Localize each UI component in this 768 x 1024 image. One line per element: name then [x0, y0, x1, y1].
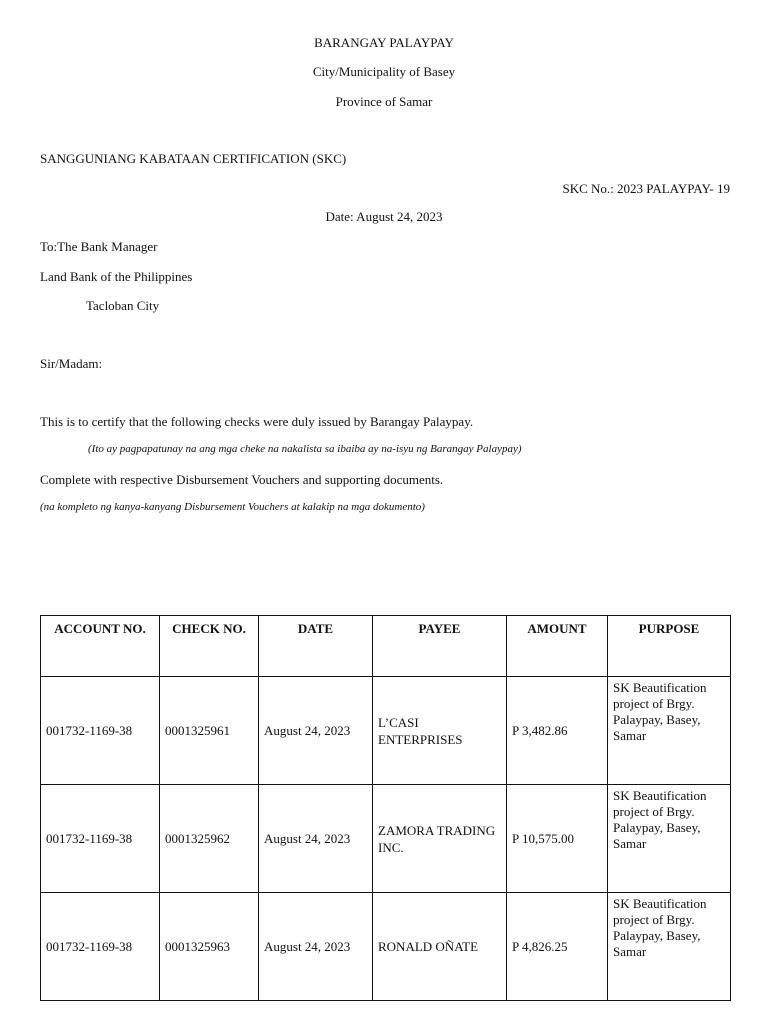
- amount-cell: P 10,575.00: [507, 785, 608, 893]
- amount-cell: P 4,826.25: [507, 893, 608, 1001]
- header-amount: AMOUNT: [507, 616, 608, 677]
- table-row: [41, 677, 731, 785]
- purpose-cell: SK Beautification project of Brgy. Palaypay, Basey, Samar: [608, 677, 731, 785]
- complete-translation: (na kompleto ng kanya-kanyang Disbursement Vouchers at kalakip na mga dokumento): [40, 501, 425, 513]
- check-no-cell: 0001325961: [160, 677, 259, 785]
- payee-cell: ZAMORA TRADING INC.: [373, 785, 507, 893]
- account-no-cell: 001732-1169-38: [41, 677, 160, 785]
- purpose-cell: SK Beautification project of Brgy. Palaypay, Basey, Samar: [608, 893, 731, 1001]
- payee-cell: L’CASI ENTERPRISES: [373, 677, 507, 785]
- amount-cell: P 3,482.86: [507, 677, 608, 785]
- header-purpose: PURPOSE: [608, 616, 731, 677]
- skc-number: SKC No.: 2023 PALAYPAY- 19: [562, 181, 730, 196]
- addressee-city: Tacloban City: [86, 298, 160, 313]
- barangay-name: BARANGAY PALAYPAY: [314, 35, 454, 50]
- purpose-cell: SK Beautification project of Brgy. Palaypay, Basey, Samar: [608, 785, 731, 893]
- date-cell: August 24, 2023: [259, 677, 373, 785]
- account-no-cell: 001732-1169-38: [41, 893, 160, 1001]
- header-date: DATE: [259, 616, 373, 677]
- salutation: Sir/Madam:: [40, 356, 103, 371]
- certification-title: SANGGUNIANG KABATAAN CERTIFICATION (SKC): [40, 151, 347, 166]
- check-no-cell: 0001325962: [160, 785, 259, 893]
- addressee-bank: Land Bank of the Philippines: [40, 269, 193, 284]
- checks-table: [40, 615, 731, 1001]
- complete-statement: Complete with respective Disbursement Vouchers and supporting documents.: [40, 472, 444, 487]
- account-no-cell: 001732-1169-38: [41, 785, 160, 893]
- document-date: Date: August 24, 2023: [325, 209, 443, 224]
- date-cell: August 24, 2023: [259, 785, 373, 893]
- table-row: [41, 893, 731, 1001]
- check-no-cell: 0001325963: [160, 893, 259, 1001]
- table-row: [41, 785, 731, 893]
- header-payee: PAYEE: [373, 616, 507, 677]
- header-check-no: CHECK NO.: [160, 616, 259, 677]
- addressee-to: To:The Bank Manager: [40, 239, 158, 254]
- date-cell: August 24, 2023: [259, 893, 373, 1001]
- payee-cell: RONALD OÑATE: [373, 893, 507, 1001]
- certify-statement: This is to certify that the following checks were duly issued by Barangay Palaypay.: [40, 414, 474, 429]
- certify-translation: (Ito ay pagpapatunay na ang mga cheke na nakalista sa ibaiba ay na-isyu ng Barangay Palaypay): [88, 443, 522, 455]
- province-name: Province of Samar: [335, 94, 433, 109]
- header-account-no: ACCOUNT NO.: [41, 616, 160, 677]
- table-header-row: [41, 616, 731, 677]
- municipality-name: City/Municipality of Basey: [312, 64, 456, 79]
